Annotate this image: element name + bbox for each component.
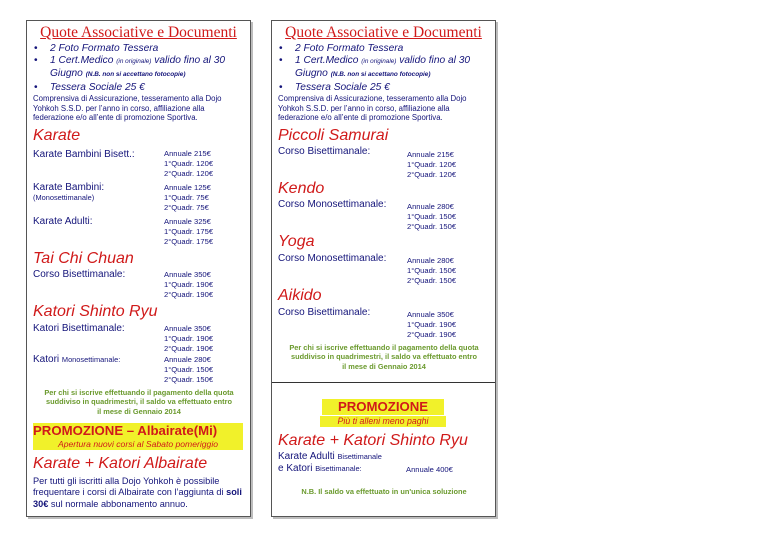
- list-item: • 1 Cert.Medico (in originale) valido fino al 30 Giugno (N.B. non si accettano fotocopie): [279, 55, 471, 80]
- documents-list: [278, 43, 492, 94]
- row-label: Karate Bambini: (Monosettimanale): [33, 182, 105, 202]
- list-item: • Tessera Sociale 25 €: [279, 81, 390, 93]
- row-label: Karate Bambini Bisett.:: [33, 149, 135, 160]
- section-title-yoga: Yoga: [278, 233, 315, 250]
- promo-subtitle: Apertura nuovi corsi al Sabato pomeriggio: [33, 439, 243, 450]
- single-payment-note: N.B. Il saldo va effettuato in un'unica soluzione: [301, 487, 467, 496]
- documents-list: [33, 43, 247, 94]
- payment-note: Per chi si iscrive effettuando il pagamento della quota suddiviso in quadrimestri, il saldo va effettuato entro il mese di Gennaio 2014: [44, 388, 234, 416]
- section-title-taichi: Tai Chi Chuan: [33, 250, 134, 267]
- list-item: • Tessera Sociale 25 €: [34, 81, 145, 93]
- panel-title: Quote Associative e Documenti: [40, 24, 237, 41]
- price-block: Annuale 350€ 1°Quadr. 190€ 2°Quadr. 190€: [407, 310, 457, 340]
- row-label: Corso Bisettimanale:: [33, 269, 126, 280]
- payment-note: Per chi si iscrive effettuando il pagamento della quota suddiviso in quadrimestri, il saldo va effettuato entro il mese di Gennaio 2014: [289, 343, 479, 371]
- price-block: Annuale 400€: [406, 465, 453, 474]
- insurance-note: Comprensiva di Assicurazione, tesseramento alla Dojo Yohkoh S.S.D. per l’anno in corso, affiliazione alla federazione e/o all’ente di promozione Sportiva.: [33, 94, 222, 123]
- list-item: • 1 Cert.Medico (in originale) valido fino al 30 Giugno (N.B. non si accettano fotocopie): [34, 55, 226, 80]
- price-block: Annuale 350€ 1°Quadr. 190€ 2°Quadr. 190€: [164, 270, 214, 300]
- price-panel-left: [26, 20, 251, 517]
- section-title-aikido: Aikido: [278, 287, 322, 304]
- list-item: • 2 Foto Formato Tessera: [279, 43, 404, 54]
- row-label: Karate Adulti Bisettimanale: [278, 451, 382, 462]
- price-block: Annuale 325€ 1°Quadr. 175€ 2°Quadr. 175€: [164, 217, 214, 247]
- list-item: • 2 Foto Formato Tessera: [34, 43, 159, 54]
- price-block: Annuale 280€ 1°Quadr. 150€ 2°Quadr. 150€: [407, 256, 457, 286]
- promo-subtitle: Più ti alleni meno paghi: [320, 416, 446, 427]
- price-block: Annuale 350€ 1°Quadr. 190€ 2°Quadr. 190€: [164, 324, 214, 354]
- row-label: Karate Adulti:: [33, 216, 93, 227]
- row-label: Katori Monosettimanale:: [33, 354, 121, 365]
- promo-title: Karate + Katori Albairate: [33, 455, 208, 472]
- row-label: Corso Bisettimanale:: [278, 307, 371, 318]
- price-panel-right: [271, 20, 496, 517]
- promo-heading: PROMOZIONE – Albairate(Mi): [33, 423, 243, 439]
- insurance-note: Comprensiva di Assicurazione, tesseramento alla Dojo Yohkoh S.S.D. per l’anno in corso, affiliazione alla federazione e/o all’ente di promozione Sportiva.: [278, 94, 467, 123]
- row-label: Corso Bisettimanale:: [278, 146, 371, 157]
- promo-paragraph: Per tutti gli iscritti alla Dojo Yohkoh è possibile frequentare i corsi di Albairate con l’aggiunta di soli 30€ sul normale abbonamento annuo.: [33, 476, 242, 509]
- promo-heading: PROMOZIONE: [322, 399, 444, 415]
- row-label: Corso Monosettimanale:: [278, 253, 387, 264]
- promo-title: Karate + Katori Shinto Ryu: [278, 432, 468, 449]
- section-title-katori: Katori Shinto Ryu: [33, 303, 158, 320]
- divider: [272, 382, 495, 383]
- row-label: Corso Monosettimanale:: [278, 199, 387, 210]
- section-title-karate: Karate: [33, 127, 81, 144]
- panel-title: Quote Associative e Documenti: [285, 24, 482, 41]
- section-title-kendo: Kendo: [278, 180, 325, 197]
- price-block: Annuale 215€ 1°Quadr. 120€ 2°Quadr. 120€: [407, 150, 457, 180]
- price-block: Annuale 280€ 1°Quadr. 150€ 2°Quadr. 150€: [164, 355, 214, 385]
- row-label: e Katori Bisettimanale:: [278, 463, 362, 474]
- row-label: Katori Bisettimanale:: [33, 323, 125, 334]
- price-block: Annuale 215€ 1°Quadr. 120€ 2°Quadr. 120€: [164, 149, 214, 179]
- price-block: Annuale 280€ 1°Quadr. 150€ 2°Quadr. 150€: [407, 202, 457, 232]
- price-block: Annuale 125€ 1°Quadr. 75€ 2°Quadr. 75€: [164, 183, 211, 213]
- section-title-samurai: Piccoli Samurai: [278, 127, 389, 144]
